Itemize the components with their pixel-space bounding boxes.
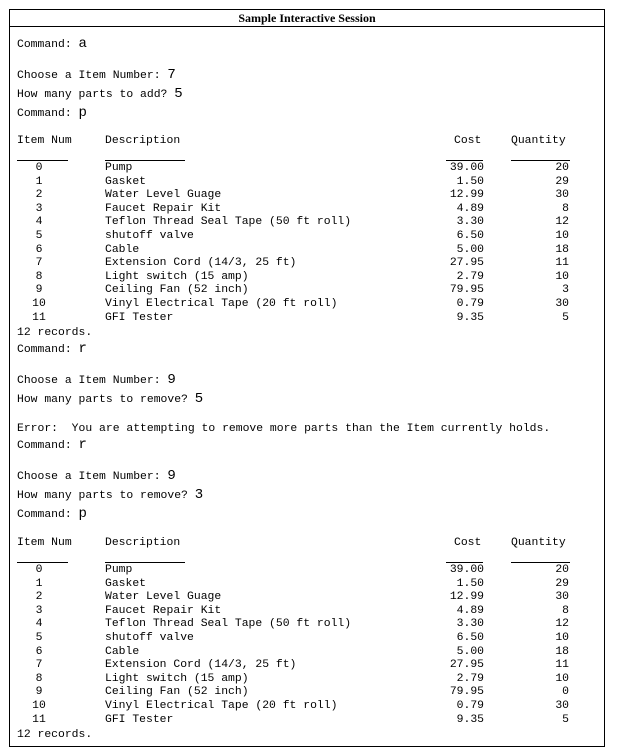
description-cell: Gasket	[105, 577, 147, 590]
cost-cell: 39.00	[449, 162, 484, 174]
item-num-cell: 6	[35, 645, 43, 658]
item-num-cell: 10	[32, 700, 46, 712]
cost-cell: 3.30	[456, 216, 484, 229]
error-message: Error: You are attempting to remove more parts than the Item currently holds.	[17, 423, 551, 435]
quantity-cell: 20	[555, 564, 569, 576]
header-cost: Cost	[454, 537, 482, 549]
command-value: r	[78, 341, 87, 357]
item-num-cell: 3	[35, 202, 43, 215]
quantity-cell: 5	[562, 713, 569, 726]
cost-cell: 1.50	[456, 175, 484, 188]
table-row	[10, 564, 604, 578]
underline-item-num	[17, 160, 68, 161]
item-num-cell: 9	[35, 686, 43, 699]
quantity-cell: 11	[555, 257, 569, 270]
cost-cell: 12.99	[449, 189, 484, 202]
table-row	[10, 312, 604, 326]
command-line-1: Command: a	[17, 36, 87, 52]
description-cell: Extension Cord (14/3, 25 ft)	[105, 659, 297, 672]
command-value: a	[78, 36, 87, 52]
quantity-cell: 10	[555, 672, 569, 685]
command-value: p	[78, 105, 87, 121]
header-item-num: Item Num	[17, 135, 72, 147]
quantity-cell: 10	[555, 632, 569, 644]
quantity-cell: 3	[562, 284, 569, 297]
quantity-cell: 12	[555, 618, 569, 631]
remove-parts-line-1: How many parts to remove? 5	[17, 391, 204, 407]
description-cell: Cable	[105, 243, 140, 256]
quantity-cell: 11	[555, 659, 569, 672]
table-row	[10, 162, 604, 176]
item-num-cell: 4	[35, 618, 43, 631]
table-row	[10, 257, 604, 271]
description-cell: Pump	[105, 162, 133, 174]
description-cell: GFI Tester	[105, 713, 174, 726]
description-cell: Light switch (15 amp)	[105, 270, 249, 283]
cost-cell: 27.95	[449, 257, 484, 270]
item-number-value: 7	[167, 67, 176, 83]
item-num-cell: 7	[35, 659, 43, 672]
underline-description	[105, 562, 185, 563]
item-num-cell: 4	[35, 216, 43, 229]
description-cell: Water Level Guage	[105, 189, 222, 202]
quantity-cell: 30	[555, 700, 569, 712]
table-row	[10, 659, 604, 673]
table-row	[10, 176, 604, 190]
command-line-4: Command: r	[17, 437, 87, 453]
table-row	[10, 284, 604, 298]
description-cell: Gasket	[105, 175, 147, 188]
cost-cell: 0.79	[456, 700, 484, 712]
item-num-cell: 0	[35, 162, 43, 174]
remove-count-value: 5	[194, 391, 204, 407]
item-num-cell: 3	[35, 604, 43, 617]
add-count-value: 5	[174, 86, 183, 102]
description-cell: Extension Cord (14/3, 25 ft)	[105, 257, 297, 270]
add-parts-line: How many parts to add? 5	[17, 86, 183, 102]
underline-cost	[446, 562, 483, 563]
table-row	[10, 646, 604, 660]
item-num-cell: 5	[35, 230, 43, 242]
table-row	[10, 686, 604, 700]
item-num-cell: 1	[35, 175, 43, 188]
item-num-cell: 6	[35, 243, 43, 256]
table-row	[10, 673, 604, 687]
description-cell: Pump	[105, 564, 133, 576]
item-num-cell: 2	[35, 189, 43, 202]
cost-cell: 27.95	[449, 659, 484, 672]
quantity-cell: 30	[555, 189, 569, 202]
cost-cell: 12.99	[449, 591, 484, 604]
item-num-cell: 11	[32, 713, 46, 726]
table-row	[10, 216, 604, 230]
remove-parts-line-2: How many parts to remove? 3	[17, 487, 204, 503]
cost-cell: 5.00	[456, 645, 484, 658]
quantity-cell: 8	[562, 202, 569, 215]
choose-item-line-2: Choose a Item Number: 9	[17, 372, 176, 388]
description-cell: shutoff valve	[105, 632, 194, 644]
description-cell: Water Level Guage	[105, 591, 222, 604]
quantity-cell: 8	[562, 604, 569, 617]
quantity-cell: 20	[555, 162, 569, 174]
cost-cell: 4.89	[456, 604, 484, 617]
table-row	[10, 244, 604, 258]
item-num-cell: 1	[35, 577, 43, 590]
table-row	[10, 605, 604, 619]
description-cell: GFI Tester	[105, 311, 174, 324]
description-cell: shutoff valve	[105, 230, 194, 242]
cost-cell: 39.00	[449, 564, 484, 576]
table-row	[10, 700, 604, 714]
item-num-cell: 2	[35, 591, 43, 604]
table-row	[10, 578, 604, 592]
quantity-cell: 30	[555, 298, 569, 310]
cost-cell: 5.00	[456, 243, 484, 256]
cost-cell: 79.95	[449, 686, 484, 699]
records-count-1: 12 records.	[17, 327, 93, 339]
command-value: p	[78, 506, 87, 522]
item-num-cell: 11	[32, 311, 46, 324]
item-num-cell: 9	[35, 284, 43, 297]
quantity-cell: 10	[555, 270, 569, 283]
quantity-cell: 18	[555, 243, 569, 256]
header-quantity: Quantity	[511, 135, 566, 147]
description-cell: Ceiling Fan (52 inch)	[105, 284, 249, 297]
description-cell: Teflon Thread Seal Tape (50 ft roll)	[105, 216, 352, 229]
quantity-cell: 12	[555, 216, 569, 229]
quantity-cell: 0	[562, 686, 569, 699]
quantity-cell: 18	[555, 645, 569, 658]
table-row	[10, 714, 604, 728]
command-line-3: Command: r	[17, 341, 87, 357]
item-num-cell: 8	[35, 672, 43, 685]
item-num-cell: 0	[35, 564, 43, 576]
table-row	[10, 203, 604, 217]
item-num-cell: 7	[35, 257, 43, 270]
item-number-value: 9	[167, 372, 176, 388]
underline-description	[105, 160, 185, 161]
underline-item-num	[17, 562, 68, 563]
choose-item-line-3: Choose a Item Number: 9	[17, 468, 176, 484]
underline-quantity	[511, 160, 570, 161]
cost-cell: 4.89	[456, 202, 484, 215]
cost-cell: 0.79	[456, 298, 484, 310]
description-cell: Faucet Repair Kit	[105, 202, 222, 215]
command-line-5: Command: p	[17, 506, 87, 522]
table-row	[10, 230, 604, 244]
description-cell: Vinyl Electrical Tape (20 ft roll)	[105, 700, 338, 712]
cost-cell: 2.79	[456, 270, 484, 283]
session-frame	[9, 9, 605, 747]
quantity-cell: 30	[555, 591, 569, 604]
cost-cell: 6.50	[456, 230, 484, 242]
cost-cell: 9.35	[456, 713, 484, 726]
item-num-cell: 10	[32, 298, 46, 310]
table-row	[10, 618, 604, 632]
quantity-cell: 10	[555, 230, 569, 242]
item-number-value: 9	[167, 468, 176, 484]
inventory-table-2	[10, 537, 604, 737]
command-line-2: Command: p	[17, 105, 87, 121]
description-cell: Faucet Repair Kit	[105, 604, 222, 617]
item-num-cell: 8	[35, 270, 43, 283]
cost-cell: 2.79	[456, 672, 484, 685]
underline-quantity	[511, 562, 570, 563]
description-cell: Ceiling Fan (52 inch)	[105, 686, 249, 699]
table-row	[10, 632, 604, 646]
header-description: Description	[105, 135, 181, 147]
header-description: Description	[105, 537, 181, 549]
header-quantity: Quantity	[511, 537, 566, 549]
table-row	[10, 271, 604, 285]
cost-cell: 9.35	[456, 311, 484, 324]
table-row	[10, 189, 604, 203]
item-num-cell: 5	[35, 632, 43, 644]
description-cell: Vinyl Electrical Tape (20 ft roll)	[105, 298, 338, 310]
cost-cell: 3.30	[456, 618, 484, 631]
underline-cost	[446, 160, 483, 161]
cost-cell: 1.50	[456, 577, 484, 590]
quantity-cell: 5	[562, 311, 569, 324]
description-cell: Cable	[105, 645, 140, 658]
cost-cell: 79.95	[449, 284, 484, 297]
command-value: r	[78, 437, 87, 453]
header-cost: Cost	[454, 135, 482, 147]
description-cell: Teflon Thread Seal Tape (50 ft roll)	[105, 618, 352, 631]
quantity-cell: 29	[555, 577, 569, 590]
header-item-num: Item Num	[17, 537, 72, 549]
table-row	[10, 591, 604, 605]
records-count-2: 12 records.	[17, 729, 93, 741]
remove-count-value: 3	[194, 487, 204, 503]
cost-cell: 6.50	[456, 632, 484, 644]
quantity-cell: 29	[555, 175, 569, 188]
choose-item-line-1: Choose a Item Number: 7	[17, 67, 176, 83]
inventory-table-1	[10, 135, 604, 335]
table-row	[10, 298, 604, 312]
description-cell: Light switch (15 amp)	[105, 672, 249, 685]
session-title: Sample Interactive Session	[10, 10, 604, 27]
